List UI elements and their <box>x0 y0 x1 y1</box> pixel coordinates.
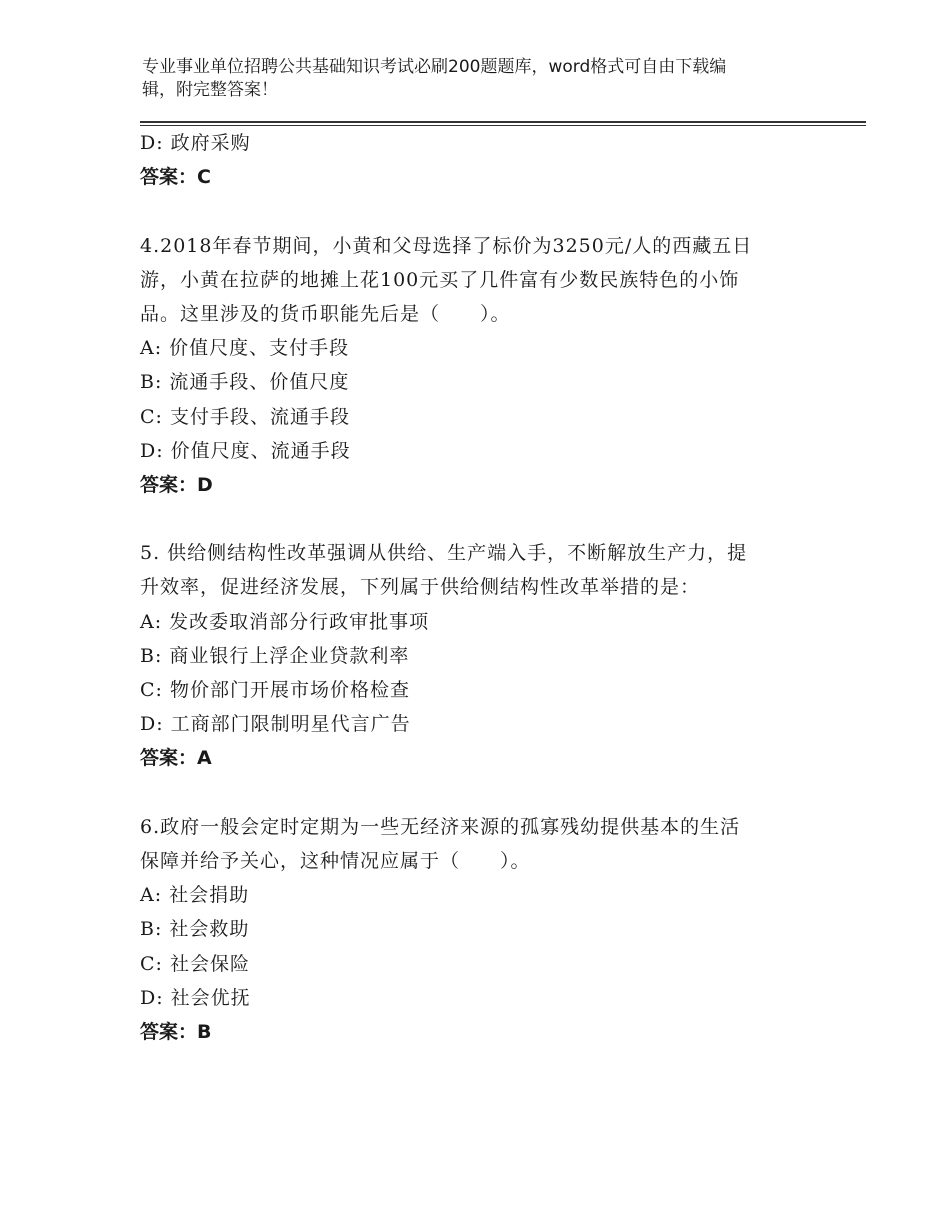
option-a: A: 发改委取消部分行政审批事项 <box>140 610 430 633</box>
header-rule-thick <box>140 121 866 123</box>
question-stem-line: 升效率，促进经济发展，下列属于供给侧结构性改革举措的是： <box>140 576 701 599</box>
option-d: D: 工商部门限制明星代言广告 <box>140 713 411 736</box>
option-b: B: 商业银行上浮企业贷款利率 <box>140 644 410 667</box>
option-c: C: 物价部门开展市场价格检查 <box>140 679 410 701</box>
header-line-2: 辑，附完整答案！ <box>142 80 278 100</box>
question-6 <box>140 810 820 1049</box>
page-header <box>142 56 782 102</box>
question-stem-line: 游，小黄在拉萨的地摊上花100元买了几件富有少数民族特色的小饰 <box>140 268 740 291</box>
question-stem-line: 5. 供给侧结构性改革强调从供给、生产端入手，不断解放生产力，提 <box>140 542 748 565</box>
option-c: C: 支付手段、流通手段 <box>140 405 350 428</box>
answer-label: 答案：A <box>140 747 212 770</box>
question-5 <box>140 536 820 775</box>
option-c: C: 社会保险 <box>140 952 250 975</box>
option-b: B: 流通手段、价值尺度 <box>140 371 350 394</box>
question-stem-line: 保障并给予关心，这种情况应属于（ ）。 <box>140 849 531 872</box>
answer-label: 答案：C <box>140 166 211 189</box>
option-a: A: 价值尺度、支付手段 <box>140 337 350 360</box>
answer-label: 答案：B <box>140 1020 212 1043</box>
document-body <box>140 126 820 1049</box>
spacer <box>140 776 820 810</box>
option-d: D: 社会优抚 <box>140 986 251 1009</box>
question-stem-line: 4.2018年春节期间，小黄和父母选择了标价为3250元/人的西藏五日 <box>140 234 753 257</box>
previous-question-tail <box>140 126 820 194</box>
option-d: D: 政府采购 <box>140 132 251 154</box>
answer-label: 答案：D <box>140 473 213 496</box>
spacer <box>140 502 820 536</box>
spacer <box>140 194 820 228</box>
question-stem-line: 6.政府一般会定时定期为一些无经济来源的孤寡残幼提供基本的生活 <box>140 815 741 838</box>
question-4 <box>140 229 820 503</box>
option-d: D: 价值尺度、流通手段 <box>140 439 351 462</box>
question-stem-line: 品。这里涉及的货币职能先后是（ ）。 <box>140 302 511 325</box>
option-a: A: 社会捐助 <box>140 884 250 907</box>
option-b: B: 社会救助 <box>140 918 250 941</box>
header-line-1: 专业事业单位招聘公共基础知识考试必刷200题题库，word格式可自由下载编 <box>142 57 727 77</box>
